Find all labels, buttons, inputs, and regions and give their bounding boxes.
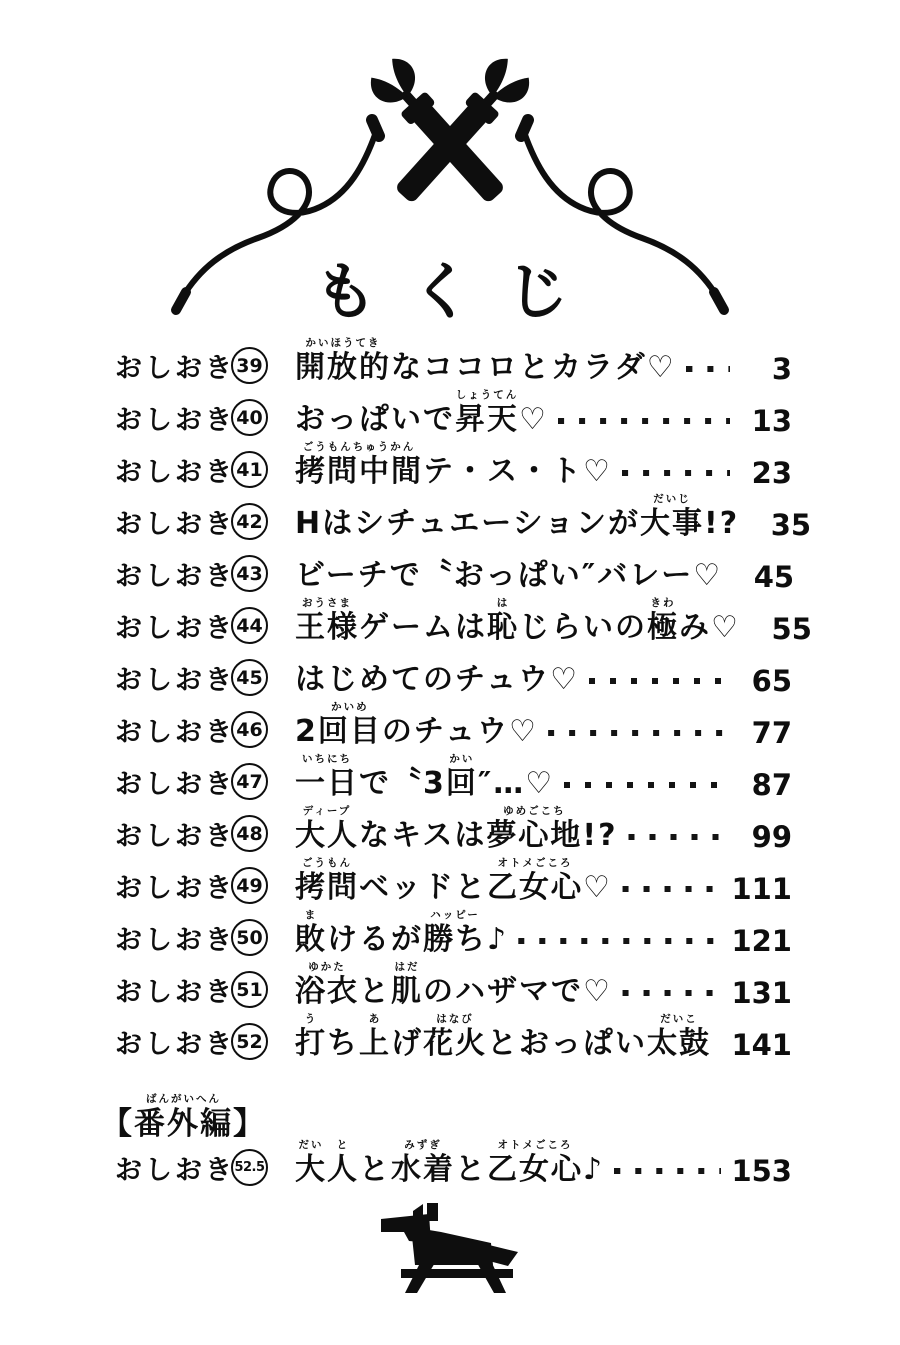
title-text: ベッドと — [359, 870, 487, 905]
title-text: なキスは — [359, 818, 487, 853]
toc-row — [115, 332, 792, 384]
title-text: ち — [327, 1026, 359, 1061]
title-segment — [583, 1138, 604, 1186]
furigana: いちにち — [302, 753, 352, 765]
title-segment — [519, 388, 548, 436]
chapter-number-badge: 50 — [231, 919, 268, 956]
title-segment — [359, 1012, 391, 1060]
title-text: 番外編 — [134, 1106, 233, 1142]
furigana — [478, 752, 554, 766]
furigana — [295, 544, 722, 558]
title-segment — [295, 804, 359, 852]
furigana: ハッピー — [430, 909, 480, 921]
chapter-label: おしおき — [115, 925, 235, 957]
title-segment — [359, 856, 487, 904]
furigana — [391, 336, 676, 350]
furigana — [359, 752, 446, 766]
title-text: 大人 — [295, 818, 359, 853]
chapter-number-badge: 44 — [231, 607, 268, 644]
furigana — [382, 700, 538, 714]
furigana — [519, 388, 548, 402]
furigana: かいめ — [331, 701, 369, 713]
title-segment — [295, 388, 455, 436]
furigana: ゆかた — [308, 961, 346, 973]
title-segment — [455, 1138, 487, 1186]
furigana — [359, 596, 487, 610]
furigana: ごうもんちゅうかん — [302, 441, 416, 453]
furigana — [327, 1012, 359, 1026]
title-segment — [391, 960, 423, 1008]
page-title: もくじ — [314, 255, 603, 328]
title-segment — [295, 700, 318, 748]
title-segment — [486, 804, 582, 852]
title-text: ゲームは — [359, 610, 487, 645]
page-number: 3 — [771, 352, 792, 386]
title-segment — [455, 388, 519, 436]
chapter-number-badge: 52.5 — [231, 1149, 268, 1186]
title-text: 水着 — [391, 1152, 455, 1187]
title-text: 【 — [101, 1106, 134, 1142]
chapter-title — [295, 1138, 604, 1186]
title-text: 開放的 — [295, 350, 391, 385]
page-number: 121 — [731, 924, 792, 958]
furigana: かいほうてき — [305, 337, 381, 349]
furigana — [391, 1012, 423, 1026]
chapter-title — [295, 596, 740, 644]
title-segment — [359, 752, 446, 800]
chapter-title — [295, 804, 618, 852]
chapter-number-badge: 48 — [231, 815, 268, 852]
title-text: ♪ — [583, 1152, 605, 1187]
title-segment — [327, 1012, 359, 1060]
page-number: 131 — [731, 976, 792, 1010]
title-segment — [582, 804, 617, 852]
title-segment — [423, 908, 487, 956]
chapter-title — [295, 336, 676, 384]
dot-leader — [622, 470, 730, 476]
title-text: 大 — [295, 1152, 327, 1187]
page-number: 65 — [751, 664, 792, 698]
title-text: 昇天 — [455, 402, 519, 437]
title-text: 上 — [359, 1026, 391, 1061]
furigana — [359, 1138, 391, 1152]
dot-leader — [622, 886, 722, 892]
chapter-label: おしおき — [115, 1029, 235, 1061]
chapter-label: おしおき — [115, 353, 235, 385]
chapter-title — [295, 1012, 711, 1060]
title-segment — [583, 856, 612, 904]
title-segment — [487, 908, 508, 956]
dot-leader — [628, 834, 731, 840]
furigana — [423, 440, 612, 454]
furigana: ばんがいへん — [146, 1093, 221, 1105]
furigana: と — [336, 1139, 350, 1151]
title-text: 勝ち — [423, 922, 487, 957]
title-segment — [101, 1092, 134, 1140]
title-text: 乙女心 — [487, 1152, 583, 1187]
title-text: 大事 — [640, 506, 705, 541]
furigana — [583, 1138, 604, 1152]
furigana: かい — [449, 753, 475, 765]
title-text: 拷問中間 — [295, 454, 423, 489]
dot-leader — [622, 990, 722, 996]
title-segment — [295, 596, 359, 644]
furigana — [519, 596, 647, 610]
toc-row — [115, 956, 792, 1008]
page-number: 141 — [731, 1028, 792, 1062]
title-segment — [295, 908, 327, 956]
furigana — [295, 700, 318, 714]
title-text: じらいの — [519, 610, 647, 645]
title-text: 人 — [327, 1152, 359, 1187]
chapter-title — [295, 960, 612, 1008]
title-segment — [487, 1012, 647, 1060]
chapter-number-badge: 52 — [231, 1023, 268, 1060]
furigana: オトメごころ — [497, 857, 573, 869]
title-segment — [295, 1012, 327, 1060]
page-number: 55 — [771, 612, 812, 646]
furigana — [101, 1092, 134, 1106]
title-text: ″…♡ — [477, 766, 555, 801]
chapter-number-badge: 39 — [231, 347, 268, 384]
page-number: 87 — [751, 768, 792, 802]
title-text: ビーチで〝おっぱい″バレー♡ — [295, 558, 723, 593]
chapter-label: おしおき — [115, 769, 235, 801]
furigana: はだ — [394, 961, 420, 973]
title-text: Hはシチュエーションが — [295, 506, 641, 541]
furigana — [679, 596, 740, 610]
title-segment — [327, 1138, 359, 1186]
chapter-number-badge: 46 — [231, 711, 268, 748]
title-text: 打 — [295, 1026, 327, 1061]
page-number: 111 — [731, 872, 792, 906]
furigana: だいこ — [660, 1013, 698, 1025]
title-segment — [487, 1138, 583, 1186]
title-text: 夢心地 — [486, 818, 583, 853]
title-segment — [295, 960, 359, 1008]
title-segment — [647, 596, 679, 644]
toc-row — [115, 592, 812, 646]
title-text: テ・ス・ト♡ — [423, 454, 612, 489]
title-text: 王様 — [295, 610, 359, 645]
title-segment — [327, 908, 423, 956]
title-text: けるが — [327, 922, 423, 957]
toc-row — [115, 852, 792, 904]
title-segment — [423, 440, 612, 488]
title-text: おっぱいで — [295, 402, 455, 437]
title-segment — [134, 1092, 233, 1140]
title-text: 乙女心 — [487, 870, 583, 905]
toc-list — [101, 332, 812, 1188]
title-text: と — [359, 974, 391, 1009]
chapter-title — [295, 908, 508, 956]
furigana: ゆめごこち — [503, 805, 566, 817]
chapter-label: おしおき — [115, 405, 235, 437]
title-text: 回 — [445, 766, 478, 801]
title-segment — [295, 492, 640, 540]
title-segment — [382, 700, 538, 748]
title-segment — [318, 700, 382, 748]
toc-row — [115, 800, 792, 852]
title-text: 太鼓 — [647, 1026, 711, 1061]
dot-leader — [558, 418, 730, 424]
title-text: なココロとカラダ♡ — [391, 350, 676, 385]
title-text: で〝3 — [359, 766, 446, 801]
chapter-label: おしおき — [115, 613, 235, 645]
title-segment — [295, 440, 423, 488]
title-text: ♡ — [583, 870, 612, 905]
furigana — [295, 388, 455, 402]
chapter-number-badge: 42 — [231, 503, 268, 540]
title-segment — [295, 648, 579, 696]
title-text: とおっぱい — [487, 1026, 647, 1061]
title-segment — [519, 596, 647, 644]
furigana — [359, 804, 486, 818]
chapter-title — [295, 752, 554, 800]
dot-leader — [548, 730, 730, 736]
title-segment — [679, 596, 740, 644]
chapter-label: おしおき — [115, 1155, 235, 1187]
toc-row — [115, 1140, 792, 1186]
furigana: おうさま — [302, 597, 352, 609]
title-text: 極 — [647, 610, 679, 645]
furigana — [583, 856, 612, 870]
title-text: !? — [582, 818, 618, 853]
furigana: オトメごころ — [497, 1139, 573, 1151]
chapter-number-badge: 45 — [231, 659, 268, 696]
dot-leader — [518, 938, 721, 944]
chapter-title — [295, 440, 612, 488]
dot-leader — [564, 782, 730, 788]
title-segment — [423, 960, 612, 1008]
chapter-label: おしおき — [115, 821, 235, 853]
title-text: と — [455, 1152, 487, 1187]
title-segment — [487, 856, 583, 904]
title-segment — [446, 752, 478, 800]
dot-leader — [614, 1168, 721, 1174]
title-text: と — [359, 1152, 391, 1187]
furigana: はなび — [436, 1013, 474, 1025]
title-text: はじめてのチュウ♡ — [295, 662, 579, 697]
chapter-title — [295, 544, 722, 592]
title-segment — [295, 856, 359, 904]
title-segment — [391, 336, 676, 384]
title-text: み♡ — [679, 610, 740, 645]
furigana: あ — [368, 1013, 382, 1025]
furigana: ま — [304, 909, 318, 921]
extra-rows — [115, 1140, 792, 1186]
title-text: ♪ — [487, 922, 509, 957]
title-text: ♡ — [519, 402, 548, 437]
title-segment — [487, 596, 519, 644]
toc-row — [115, 748, 792, 800]
furigana — [582, 804, 617, 818]
toc-row — [115, 384, 792, 436]
furigana — [327, 908, 423, 922]
wooden-horse-icon — [375, 1203, 525, 1295]
toc-row — [115, 696, 792, 748]
title-text: 回目 — [317, 714, 382, 749]
furigana — [359, 960, 391, 974]
chapter-title — [295, 700, 538, 748]
chapter-label: おしおき — [115, 457, 235, 489]
furigana — [487, 1012, 647, 1026]
title-segment — [233, 1092, 266, 1140]
title-segment — [647, 1012, 711, 1060]
toc-row — [115, 436, 792, 488]
title-segment — [359, 960, 391, 1008]
furigana: きわ — [650, 597, 676, 609]
extra-section — [101, 1092, 792, 1188]
title-text: のチュウ♡ — [381, 714, 538, 749]
page-number: 99 — [751, 820, 792, 854]
title-segment — [391, 1012, 423, 1060]
chapter-label: おしおき — [115, 873, 235, 905]
chapter-number-badge: 49 — [231, 867, 268, 904]
extra-section-heading — [101, 1092, 792, 1140]
toc-row — [115, 644, 792, 696]
furigana: だいじ — [653, 493, 691, 505]
title-text: 浴衣 — [295, 974, 359, 1009]
furigana — [455, 1138, 487, 1152]
toc-row — [115, 540, 795, 594]
toc-row — [115, 904, 792, 956]
title-segment — [423, 1012, 487, 1060]
chapter-label: おしおき — [115, 509, 235, 541]
chapter-title — [295, 388, 548, 436]
page-number: 77 — [751, 716, 792, 750]
title-text: !? — [704, 506, 740, 541]
furigana — [233, 1092, 266, 1106]
dot-leader — [686, 366, 730, 372]
title-text: のハザマで♡ — [423, 974, 612, 1009]
furigana: ディープ — [302, 805, 352, 817]
chapter-number-badge: 47 — [231, 763, 268, 800]
title-segment — [295, 752, 359, 800]
title-text: 花火 — [423, 1026, 487, 1061]
chapter-number-badge: 43 — [231, 555, 268, 592]
chapter-label: おしおき — [115, 717, 235, 749]
dot-leader — [589, 678, 730, 684]
title-segment — [359, 804, 486, 852]
title-text: 】 — [233, 1106, 266, 1142]
title-segment — [478, 752, 554, 800]
page-number: 13 — [751, 404, 792, 438]
toc-rows — [115, 332, 812, 1062]
title-segment — [640, 492, 704, 540]
title-text: 2 — [295, 714, 318, 749]
title-segment — [704, 492, 739, 540]
chapter-number-badge: 40 — [231, 399, 268, 436]
furigana: ごうもん — [302, 857, 352, 869]
furigana — [359, 856, 487, 870]
page-number: 153 — [731, 1154, 792, 1188]
title-text: 一日 — [295, 766, 359, 801]
chapter-number-badge: 51 — [231, 971, 268, 1008]
furigana: だい — [298, 1139, 324, 1151]
furigana — [704, 492, 739, 506]
title-segment — [295, 1138, 327, 1186]
toc-row — [115, 1008, 792, 1060]
chapter-label: おしおき — [115, 977, 235, 1009]
furigana: う — [304, 1013, 318, 1025]
furigana — [295, 648, 579, 662]
page-number: 45 — [753, 560, 795, 594]
title-segment — [391, 1138, 455, 1186]
title-text: 拷問 — [295, 870, 359, 905]
title-segment — [359, 596, 487, 644]
title-segment — [295, 544, 722, 592]
title-text: 肌 — [391, 974, 423, 1009]
toc-row — [115, 488, 812, 542]
title-text: 恥 — [487, 610, 519, 645]
page-number: 23 — [751, 456, 792, 490]
chapter-title — [295, 492, 739, 540]
chapter-title — [295, 648, 579, 696]
furigana — [487, 908, 508, 922]
furigana: しょうてん — [455, 389, 519, 401]
furigana — [423, 960, 612, 974]
chapter-label: おしおき — [115, 665, 235, 697]
furigana: みずぎ — [404, 1139, 442, 1151]
furigana: は — [496, 597, 510, 609]
title-text: げ — [391, 1026, 423, 1061]
chapter-label: おしおき — [115, 561, 235, 593]
chapter-number-badge: 41 — [231, 451, 268, 488]
title-text: 敗 — [295, 922, 327, 957]
chapter-title — [295, 856, 612, 904]
page-number: 35 — [770, 508, 812, 542]
furigana — [295, 492, 640, 506]
title-segment — [359, 1138, 391, 1186]
title-segment — [295, 336, 391, 384]
